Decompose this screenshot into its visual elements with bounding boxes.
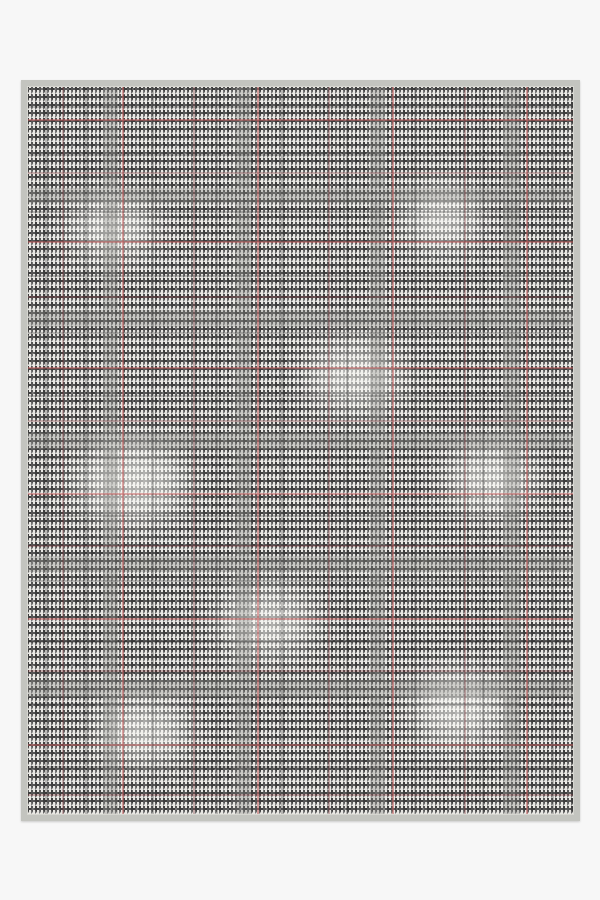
houndstooth-plaid-pattern [27, 86, 574, 815]
plaid-rug-image [21, 80, 580, 821]
